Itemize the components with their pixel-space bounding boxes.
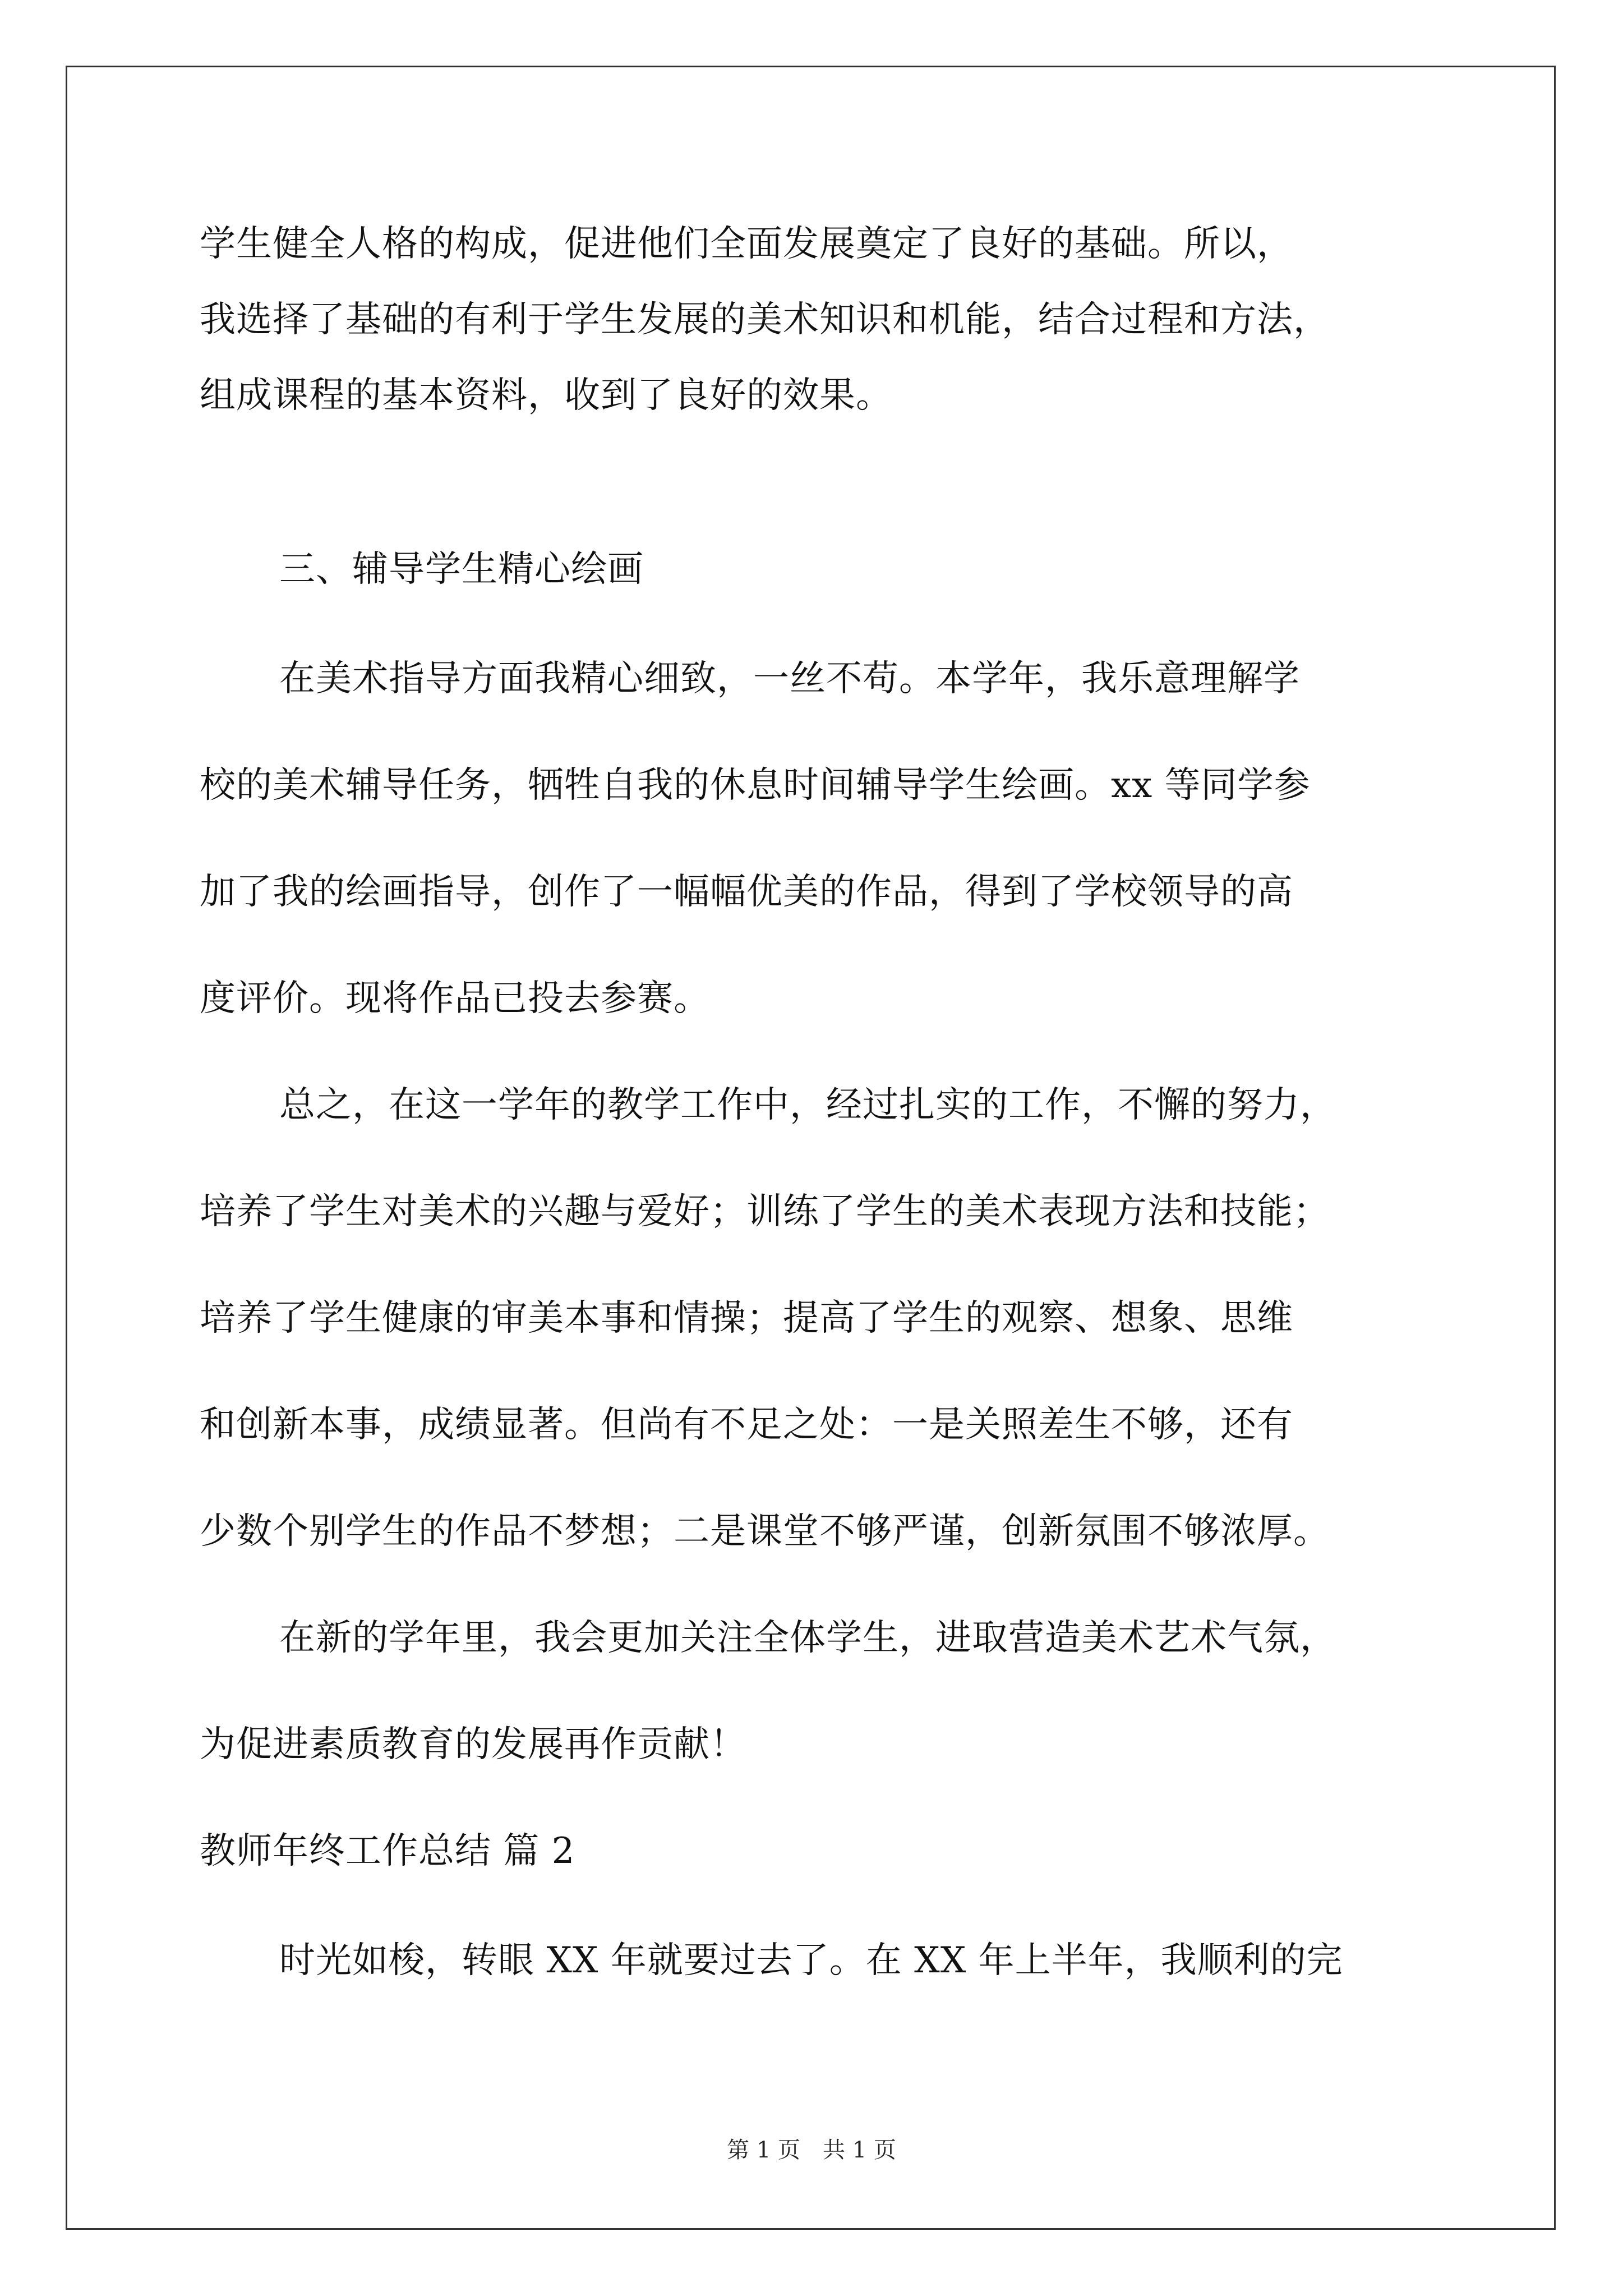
paragraph-line: 我选择了基础的有利于学生发展的美术知识和机能，结合过程和方法，: [200, 299, 1330, 341]
paragraph-line: 在美术指导方面我精心细致，一丝不苟。本学年，我乐意理解学: [279, 658, 1300, 700]
section-heading: 三、辅导学生精心绘画: [279, 549, 644, 590]
paragraph-line: 总之，在这一学年的教学工作中，经过扎实的工作，不懈的努力，: [279, 1084, 1336, 1126]
paragraph-line: 度评价。现将作品已投去参赛。: [200, 978, 710, 1019]
article-title: 教师年终工作总结 篇 2: [200, 1830, 575, 1872]
paragraph-line: 时光如梭，转眼 XX 年就要过去了。在 XX 年上半年，我顺利的完: [279, 1940, 1343, 1981]
paragraph-line: 学生健全人格的构成，促进他们全面发展奠定了良好的基础。所以，: [200, 223, 1293, 265]
paragraph-line: 和创新本事，成绩显著。但尚有不足之处：一是关照差生不够，还有: [200, 1404, 1293, 1446]
paragraph-line: 培养了学生对美术的兴趣与爱好；训练了学生的美术表现方法和技能；: [200, 1191, 1330, 1232]
paragraph-line: 少数个别学生的作品不梦想；二是课堂不够严谨，创新氛围不够浓厚。: [200, 1511, 1330, 1552]
paragraph-line: 组成课程的基本资料，收到了良好的效果。: [200, 375, 892, 416]
page-footer: 第 1 页 共 1 页: [727, 2137, 896, 2163]
paragraph-line: 在新的学年里，我会更加关注全体学生，进取营造美术艺术气氛，: [279, 1617, 1336, 1659]
paragraph-line: 培养了学生健康的审美本事和情操；提高了学生的观察、想象、思维: [200, 1297, 1293, 1339]
paragraph-line: 为促进素质教育的发展再作贡献！: [200, 1724, 746, 1765]
paragraph-line: 加了我的绘画指导，创作了一幅幅优美的作品，得到了学校领导的高: [200, 871, 1293, 913]
paragraph-line: 校的美术辅导任务，牺牲自我的休息时间辅导学生绘画。xx 等同学参: [200, 765, 1311, 806]
